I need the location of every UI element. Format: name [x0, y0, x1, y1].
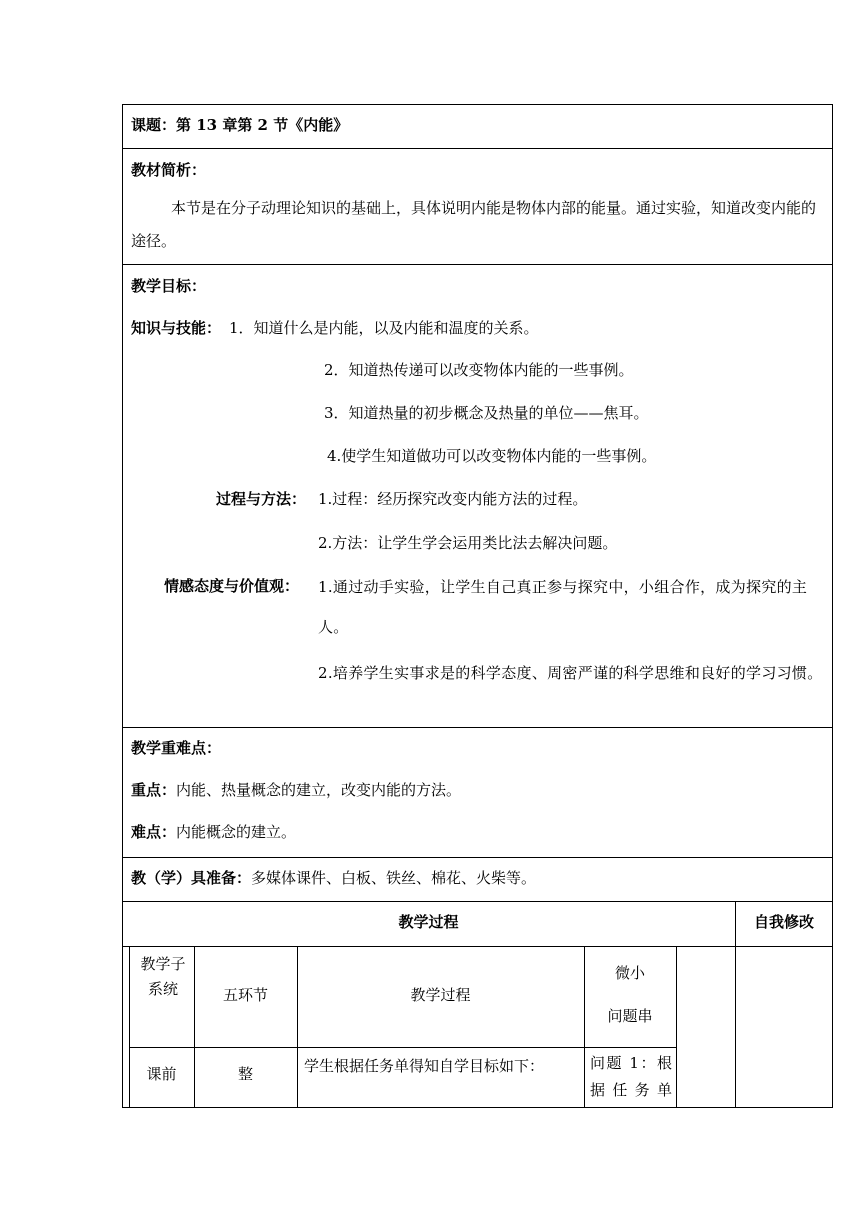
preparation-value: 多媒体课件、白板、铁丝、棉花、火柴等。 — [251, 869, 537, 887]
row-divider — [122, 148, 833, 149]
row-content: 学生根据任务单得知自学目标如下： — [304, 1057, 545, 1075]
knowledge-item-3: 3．知道热量的初步概念及热量的单位——焦耳。 — [324, 404, 649, 422]
micro-questions-header-line2: 问题串 — [607, 1007, 653, 1025]
row-divider — [122, 901, 833, 902]
teaching-process-column-header: 教学过程 — [410, 986, 471, 1004]
analysis-heading: 教材简析： — [131, 161, 207, 179]
difficulty-value: 内能概念的建立。 — [176, 823, 297, 841]
subsystem-column-header: 教学子系统 — [140, 955, 186, 998]
difficulty-label: 难点： — [131, 823, 177, 841]
micro-questions-header-line1: 微小 — [614, 964, 645, 982]
key-points-heading: 教学重难点： — [131, 739, 222, 757]
five-links-column-header: 五环节 — [222, 986, 268, 1004]
title-value: 第 13 章第 2 节《内能》 — [176, 116, 349, 134]
inner-column-divider — [297, 946, 298, 1108]
objectives-heading: 教学目标： — [131, 277, 207, 295]
title-label: 课题： — [131, 116, 177, 134]
row-divider — [122, 727, 833, 728]
emotion-item-1: 1.通过动手实验，让学生自己真正参与探究中，小组合作，成为探究的主人。 — [318, 578, 808, 636]
preparation-label: 教（学）具准备： — [131, 869, 252, 887]
column-divider — [735, 901, 736, 1108]
process-header: 教学过程 — [398, 913, 459, 931]
row-subsystem: 课前 — [146, 1065, 177, 1083]
knowledge-item-4: 4.使学生知道做功可以改变物体内能的一些事例。 — [327, 447, 657, 465]
knowledge-item-2: 2．知道热传递可以改变物体内能的一些事例。 — [324, 361, 634, 379]
difficulty-line — [131, 822, 296, 842]
process-label: 过程与方法： — [216, 490, 307, 508]
knowledge-item-1: 1．知道什么是内能，以及内能和温度的关系。 — [229, 319, 539, 337]
process-item-2: 2.方法：让学生学会运用类比法去解决问题。 — [318, 534, 618, 552]
knowledge-label: 知识与技能： — [131, 319, 222, 337]
preparation-line — [131, 868, 536, 888]
row-divider — [122, 857, 833, 858]
emotion-item-2: 2.培养学生实事求是的科学态度、周密严谨的科学思维和良好的学习习惯。 — [318, 664, 823, 682]
focus-line — [131, 780, 461, 800]
focus-value: 内能、热量概念的建立，改变内能的方法。 — [176, 781, 462, 799]
row-divider — [122, 946, 833, 947]
self-revision-header: 自我修改 — [753, 913, 814, 931]
process-item-1: 1.过程：经历探究改变内能方法的过程。 — [318, 490, 588, 508]
inner-row-divider — [129, 1047, 676, 1048]
lesson-title — [131, 115, 348, 135]
emotion-label: 情感态度与价值观： — [164, 577, 300, 595]
focus-label: 重点： — [131, 781, 177, 799]
analysis-body: 本节是在分子动理论知识的基础上，具体说明内能是物体内部的能量。通过实验，知道改变内能的途径。 — [131, 199, 817, 250]
row-question: 问题 1：根据任务单 — [590, 1054, 672, 1099]
row-divider — [122, 264, 833, 265]
inner-column-divider — [676, 946, 677, 1108]
row-link: 整 — [237, 1065, 253, 1083]
